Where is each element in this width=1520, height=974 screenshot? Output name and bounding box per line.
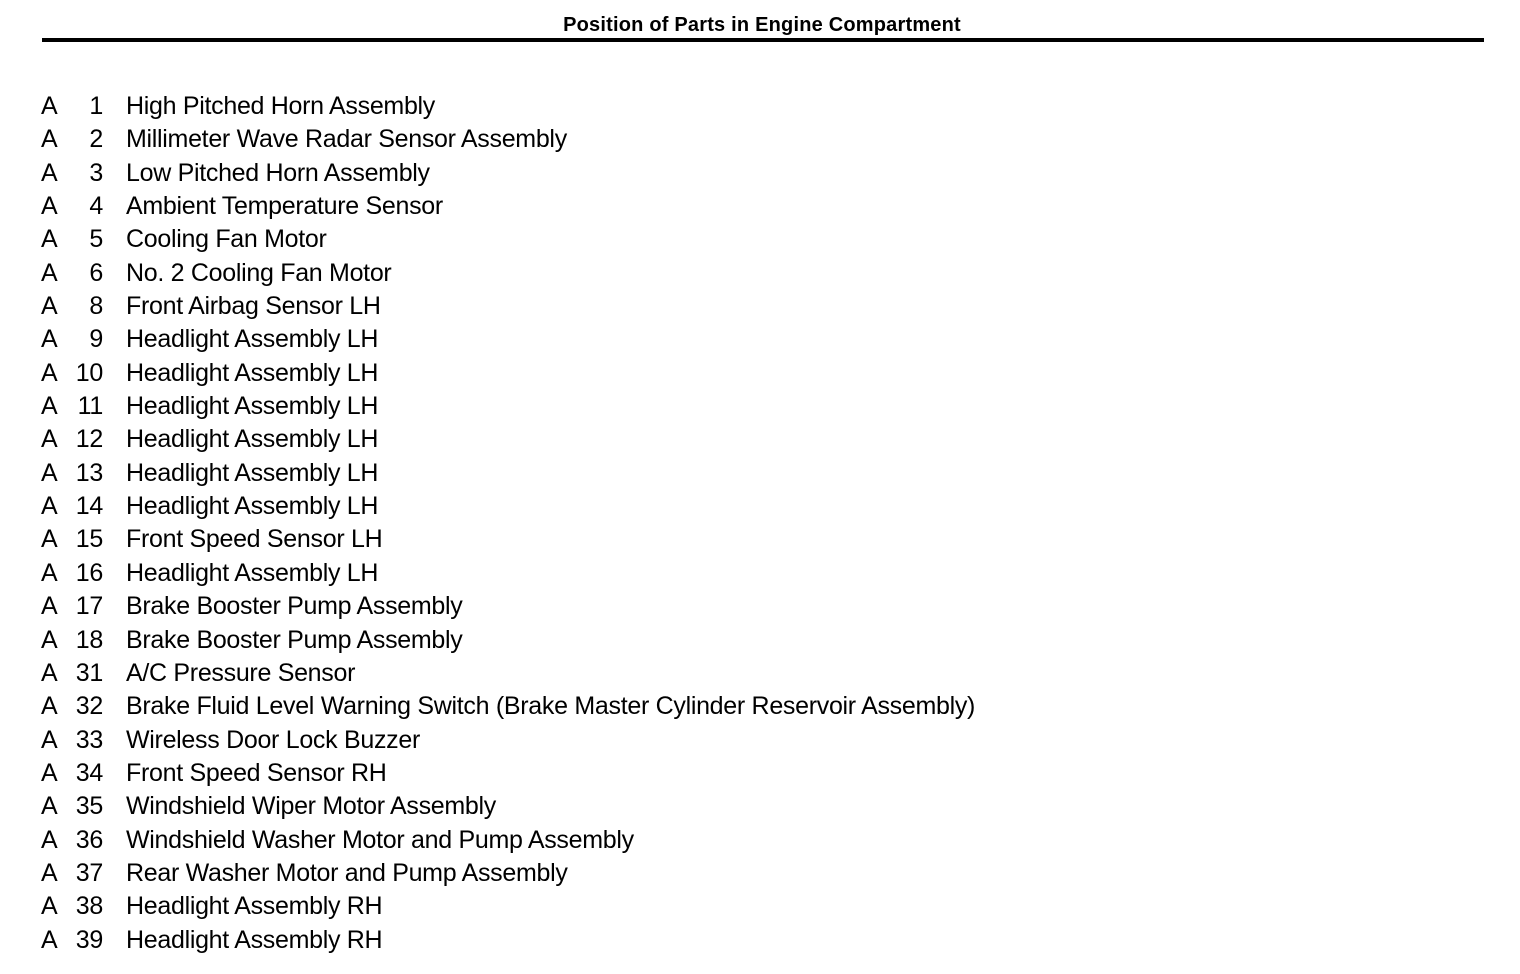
part-code: A (41, 325, 58, 354)
part-row (40, 290, 1460, 323)
part-name: Headlight Assembly LH (126, 492, 379, 521)
part-name: Cooling Fan Motor (126, 225, 327, 254)
part-name: Headlight Assembly RH (126, 925, 383, 954)
part-row (40, 523, 1460, 556)
part-number: 6 (89, 258, 103, 287)
part-number: 37 (75, 858, 103, 887)
part-code: A (41, 92, 58, 120)
part-code: A (41, 692, 58, 721)
part-row (40, 490, 1460, 523)
part-row (40, 357, 1460, 390)
part-row (40, 157, 1460, 190)
part-name: A/C Pressure Sensor (126, 658, 356, 687)
part-number: 15 (75, 525, 103, 554)
part-row (40, 457, 1460, 490)
part-code: A (41, 892, 58, 921)
part-name: Headlight Assembly LH (126, 392, 379, 421)
part-code: A (41, 658, 58, 687)
part-row (40, 90, 1460, 123)
part-code: A (41, 425, 58, 454)
part-number: 33 (75, 725, 103, 754)
part-number: 39 (75, 925, 103, 954)
part-code: A (41, 825, 58, 854)
part-name: Front Speed Sensor LH (126, 525, 383, 554)
part-code: A (41, 558, 58, 587)
page-title: Position of Parts in Engine Compartment (563, 14, 961, 36)
part-number: 10 (75, 358, 103, 387)
part-name: Windshield Washer Motor and Pump Assembly (126, 825, 634, 854)
title-divider (42, 38, 1484, 42)
part-row (40, 323, 1460, 356)
part-name: Windshield Wiper Motor Assembly (126, 792, 496, 821)
part-number: 3 (89, 158, 103, 187)
part-code: A (41, 458, 58, 487)
part-code: A (41, 392, 58, 421)
part-number: 5 (89, 225, 103, 254)
part-row (40, 590, 1460, 623)
part-number: 16 (75, 558, 103, 587)
part-code: A (41, 758, 58, 787)
part-name: Brake Fluid Level Warning Switch (Brake Master Cylinder Reservoir Assembly) (126, 692, 976, 721)
part-row (40, 890, 1460, 923)
part-name: High Pitched Horn Assembly (126, 92, 436, 120)
part-number: 8 (89, 292, 103, 321)
part-name: Wireless Door Lock Buzzer (126, 725, 420, 754)
part-number: 2 (89, 125, 103, 154)
part-number: 13 (75, 458, 103, 487)
part-number: 18 (75, 625, 103, 654)
part-number: 14 (75, 492, 103, 521)
part-code: A (41, 192, 58, 221)
part-row (40, 857, 1460, 890)
part-code: A (41, 258, 58, 287)
part-name: Brake Booster Pump Assembly (126, 592, 463, 621)
part-number: 11 (77, 392, 103, 421)
part-row (40, 557, 1460, 590)
part-number: 32 (75, 692, 103, 721)
part-name: Brake Booster Pump Assembly (126, 625, 463, 654)
part-name: Rear Washer Motor and Pump Assembly (126, 858, 568, 887)
part-name: Headlight Assembly LH (126, 358, 379, 387)
part-row (40, 123, 1460, 156)
part-code: A (41, 592, 58, 621)
part-number: 38 (75, 892, 103, 921)
part-number: 17 (75, 592, 103, 621)
part-name: Front Airbag Sensor LH (126, 292, 381, 321)
part-code: A (41, 858, 58, 887)
part-row (40, 624, 1460, 657)
part-row (40, 657, 1460, 690)
part-number: 36 (75, 825, 103, 854)
part-number: 1 (89, 92, 103, 120)
part-code: A (41, 125, 58, 154)
part-row (40, 190, 1460, 223)
part-number: 12 (75, 425, 103, 454)
part-name: Low Pitched Horn Assembly (126, 158, 430, 187)
part-code: A (41, 492, 58, 521)
part-code: A (41, 225, 58, 254)
part-code: A (41, 725, 58, 754)
part-code: A (41, 625, 58, 654)
part-code: A (41, 792, 58, 821)
part-name: Front Speed Sensor RH (126, 758, 387, 787)
part-number: 35 (75, 792, 103, 821)
part-code: A (41, 292, 58, 321)
part-row (40, 790, 1460, 823)
part-row (40, 423, 1460, 456)
part-number: 31 (75, 658, 103, 687)
part-name: Headlight Assembly RH (126, 892, 383, 921)
part-number: 9 (89, 325, 103, 354)
part-name: Ambient Temperature Sensor (126, 192, 443, 221)
part-row (40, 724, 1460, 757)
part-row (40, 757, 1460, 790)
part-row (40, 257, 1460, 290)
parts-list (40, 90, 1460, 957)
part-code: A (41, 925, 58, 954)
part-name: Headlight Assembly LH (126, 458, 379, 487)
part-number: 4 (89, 192, 103, 221)
part-name: No. 2 Cooling Fan Motor (126, 258, 392, 287)
part-name: Headlight Assembly LH (126, 558, 379, 587)
part-code: A (41, 158, 58, 187)
part-code: A (41, 358, 58, 387)
part-name: Millimeter Wave Radar Sensor Assembly (126, 125, 567, 154)
part-row (40, 223, 1460, 256)
part-name: Headlight Assembly LH (126, 425, 379, 454)
part-row (40, 390, 1460, 423)
part-name: Headlight Assembly LH (126, 325, 379, 354)
part-row (40, 924, 1460, 957)
part-row (40, 690, 1460, 723)
part-number: 34 (75, 758, 103, 787)
part-row (40, 824, 1460, 857)
part-code: A (41, 525, 58, 554)
